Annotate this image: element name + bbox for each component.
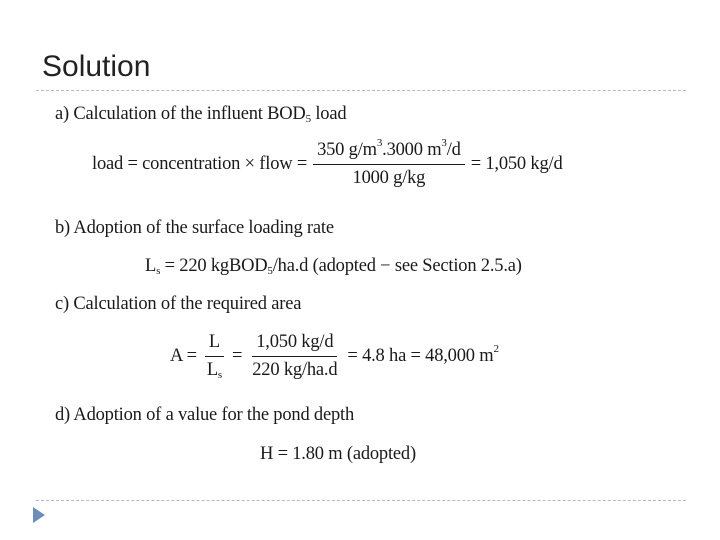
flow-fraction: $\frac{350 g/m^3.3000 m^3/d}{1000 g/kg}$ <box>313 140 465 189</box>
area-value-fraction: $\frac{1,050 kg/d}{220 kg/ha.d}$ <box>252 332 338 380</box>
step-d-equation: H = 1.80 m (adopted) <box>260 444 416 464</box>
step-d-heading: d) Adoption of a value for the pond depth <box>55 405 355 425</box>
step-c-equation: A = $\frac{L}{L_s}$ = $\frac{1,050 kg/d}{220 kg/ha.d}$ = 4.8 ha = 48,000 $m^2$ <box>170 332 499 381</box>
page-title: Solution <box>42 50 151 83</box>
step-c-heading: c) Calculation of the required area <box>55 294 302 314</box>
step-a-equation: load = concentration × flow = $\frac{350 g/m^3.3000 m^3/d}{1000 g/kg}$ = 1,050 kg/d <box>92 137 563 188</box>
area-ratio-fraction: $\frac{L}{L_s}$ <box>206 332 223 381</box>
step-a-heading: a) Calculation of the influent $BOD_5$ load <box>55 104 347 125</box>
step-b-equation: $L_s = 220$ kgBOD$_5$/ha.d (adopted − see Section 2.5.a) <box>145 256 522 277</box>
nav-arrow-icon[interactable] <box>32 506 46 524</box>
step-b-heading: b) Adoption of the surface loading rate <box>55 218 334 238</box>
title-divider <box>36 90 686 91</box>
footer-divider <box>36 500 686 501</box>
